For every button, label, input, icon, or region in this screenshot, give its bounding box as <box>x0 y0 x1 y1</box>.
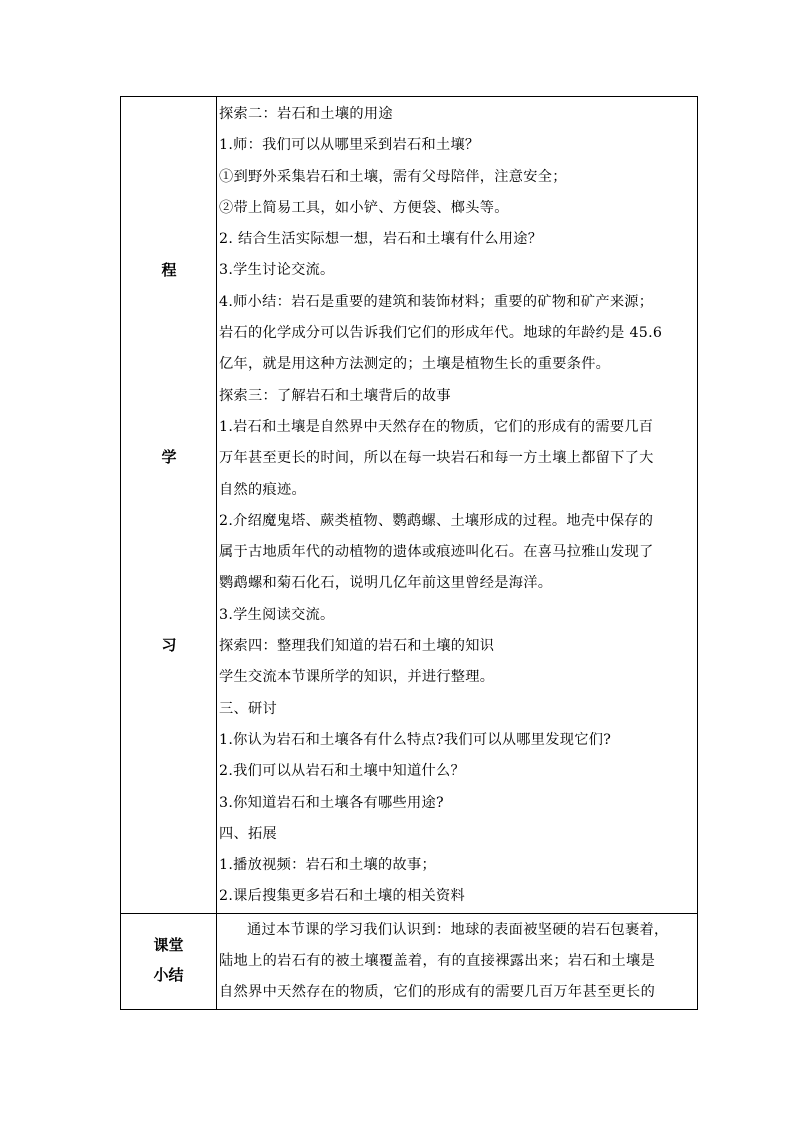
summary-label-cell <box>121 913 217 1009</box>
content-line: 2.课后搜集更多岩石和土壤的相关资料 <box>219 888 465 905</box>
content-line: 岩石的化学成分可以告诉我们它们的形成年代。地球的年龄约是 45.6 <box>219 325 663 342</box>
content-line: 鹦鹉螺和菊石化石，说明几亿年前这里曾经是海洋。 <box>219 575 553 592</box>
process-row <box>121 97 698 914</box>
lesson-plan-table <box>120 96 698 1010</box>
side-label-cheng: 程 <box>161 261 177 279</box>
content-line: 1.师：我们可以从哪里采到岩石和土壤？ <box>219 137 480 154</box>
summary-content-cell <box>217 913 698 1009</box>
content-line: 学生交流本节课所学的知识，并进行整理。 <box>219 669 495 686</box>
process-side-cell <box>121 97 217 914</box>
content-line: 2. 结合生活实际想一想，岩石和土壤有什么用途？ <box>219 231 543 248</box>
content-line: 属于古地质年代的动植物的遗体或痕迹叫化石。在喜马拉雅山发现了 <box>219 544 654 561</box>
summary-label-line2: 小结 <box>153 965 184 984</box>
summary-label-line1: 课堂 <box>153 935 184 954</box>
content-line: 1.播放视频：岩石和土壤的故事； <box>219 857 436 874</box>
content-line: 自然的痕迹。 <box>219 481 306 498</box>
content-line: 1.你认为岩石和土壤各有什么特点?我们可以从哪里发现它们? <box>219 731 612 748</box>
summary-row <box>121 913 698 1009</box>
content-line: 四、拓展 <box>219 825 277 842</box>
content-line: 万年甚至更长的时间，所以在每一块岩石和每一方土壤上都留下了大 <box>219 450 654 467</box>
side-label-xi: 习 <box>161 636 177 654</box>
content-line: ①到野外采集岩石和土壤，需有父母陪伴，注意安全； <box>219 168 567 185</box>
content-line: 亿年，就是用这种方法测定的；土壤是植物生长的重要条件。 <box>219 356 611 373</box>
content-line: 探索二：岩石和土壤的用途 <box>219 106 393 122</box>
content-line: 1.岩石和土壤是自然界中天然存在的物质，它们的形成有的需要几百 <box>219 418 654 435</box>
content-line: 探索四：整理我们知道的岩石和土壤的知识 <box>219 638 495 655</box>
content-line: 4.师小结：岩石是重要的建筑和装饰材料；重要的矿物和矿产来源； <box>219 293 654 310</box>
summary-line: 陆地上的岩石有的被土壤覆盖着，有的直接裸露出来；岩石和土壤是 <box>219 953 656 970</box>
content-line: 三、研讨 <box>219 700 277 717</box>
content-line: 探索三：了解岩石和土壤背后的故事 <box>219 387 451 404</box>
summary-line: 自然界中天然存在的物质，它们的形成有的需要几百万年甚至更长的 <box>219 984 656 1001</box>
summary-line: 通过本节课的学习我们认识到：地球的表面被坚硬的岩石包裹着， <box>247 921 669 938</box>
side-label-xue: 学 <box>161 448 177 466</box>
content-line: 3.你知道岩石和土壤各有哪些用途? <box>219 794 444 811</box>
process-content-cell <box>217 97 698 914</box>
content-line: 3.学生阅读交流。 <box>219 606 335 623</box>
content-line: 2.我们可以从岩石和土壤中知道什么？ <box>219 763 465 780</box>
content-line: 2.介绍魔鬼塔、蕨类植物、鹦鹉螺、土壤形成的过程。地壳中保存的 <box>219 512 654 529</box>
content-line: 3.学生讨论交流。 <box>219 262 335 279</box>
content-line: ②带上简易工具，如小铲、方便袋、榔头等。 <box>219 199 509 216</box>
